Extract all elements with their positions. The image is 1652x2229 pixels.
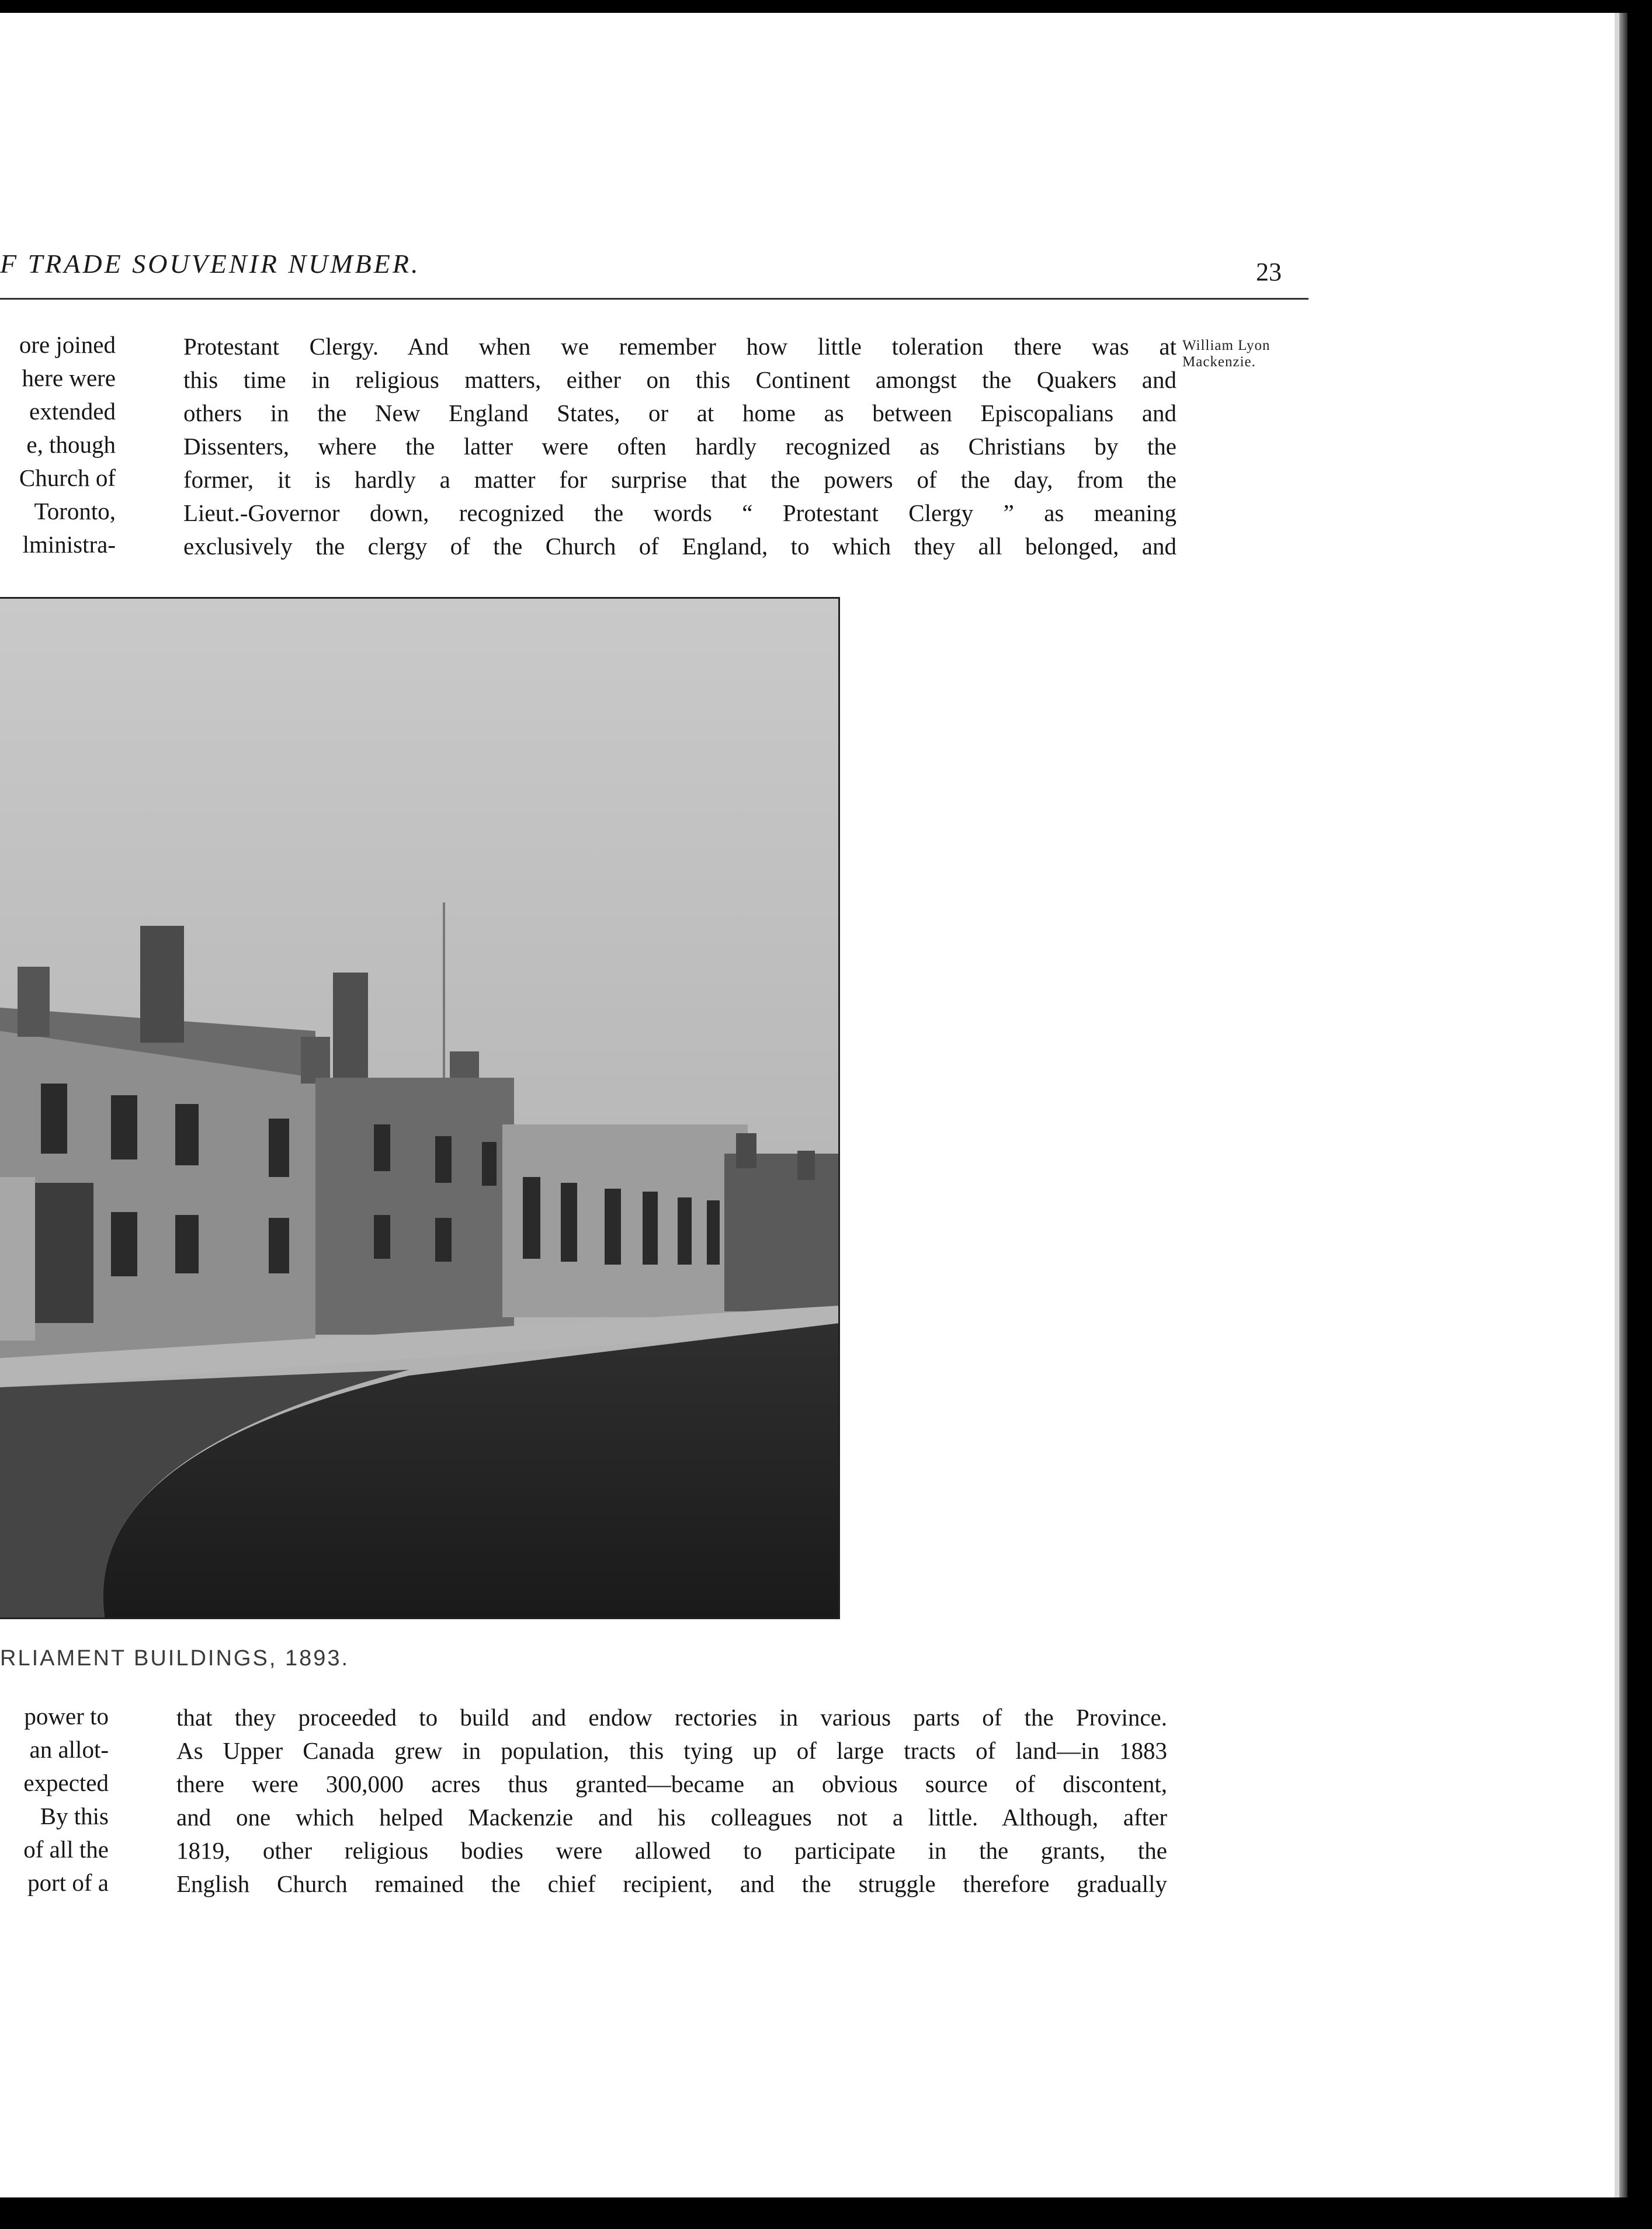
text-line: power to <box>24 1703 109 1730</box>
text-line: Protestant Clergy. And when we remember how little toleration there was at <box>183 333 1176 360</box>
text-line: Toronto, <box>34 498 116 525</box>
text-line: there were 300,000 acres thus granted—became an obvious source of discontent, <box>176 1770 1167 1797</box>
text-line: 1819, other religious bodies were allowed to participate in the grants, the <box>176 1837 1167 1864</box>
text-line: an allot- <box>29 1736 109 1763</box>
text-line: Church of <box>19 464 116 491</box>
margin-note-line: William Lyon <box>1182 338 1271 353</box>
text-line: extended <box>29 398 116 425</box>
text-line: others in the New England States, or at home as between Episcopalians and <box>183 400 1176 426</box>
text-line: former, it is hardly a matter for surprise that the powers of the day, from the <box>183 466 1176 493</box>
running-header: F TRADE SOUVENIR NUMBER. <box>0 249 421 279</box>
text-line: As Upper Canada grew in population, this tying up of large tracts of land—in 1883 <box>176 1737 1167 1764</box>
text-line: English Church remained the chief recipient, and the struggle therefore gradually <box>176 1870 1167 1897</box>
photo-caption: RLIAMENT BUILDINGS, 1893. <box>0 1646 350 1671</box>
text-line: port of a <box>27 1869 109 1896</box>
text-line: of all the <box>23 1836 109 1863</box>
photo-illustration <box>0 599 840 1619</box>
text-line: lministra- <box>22 531 116 558</box>
photograph-parliament-buildings <box>0 597 840 1619</box>
text-line: ore joined <box>19 331 116 358</box>
page-edge <box>1619 13 1627 2197</box>
left-column-top <box>0 328 116 561</box>
main-column-bottom <box>176 1701 1167 1901</box>
text-line: Lieut.-Governor down, recognized the words “ Protestant Clergy ” as meaning <box>183 499 1176 526</box>
text-line: this time in religious matters, either on this Continent amongst the Quakers and <box>183 366 1176 393</box>
text-line: Dissenters, where the latter were often hardly recognized as Christians by the <box>183 433 1176 460</box>
text-line: here were <box>22 364 116 391</box>
text-line: exclusively the clergy of the Church of England, to which they all belonged, and <box>183 533 1176 560</box>
margin-note <box>1182 338 1317 370</box>
text-line: and one which helped Mackenzie and his colleagues not a little. Although, after <box>176 1804 1167 1831</box>
text-line: that they proceeded to build and endow rectories in various parts of the Province. <box>176 1704 1167 1731</box>
main-column-top <box>183 330 1176 563</box>
margin-note-line: Mackenzie. <box>1182 354 1256 370</box>
text-line: By this <box>40 1803 109 1829</box>
header-rule <box>0 298 1309 300</box>
text-line: expected <box>23 1769 109 1796</box>
text-line: e, though <box>26 431 116 458</box>
left-column-bottom <box>0 1700 109 1900</box>
page-number: 23 <box>1256 258 1282 286</box>
